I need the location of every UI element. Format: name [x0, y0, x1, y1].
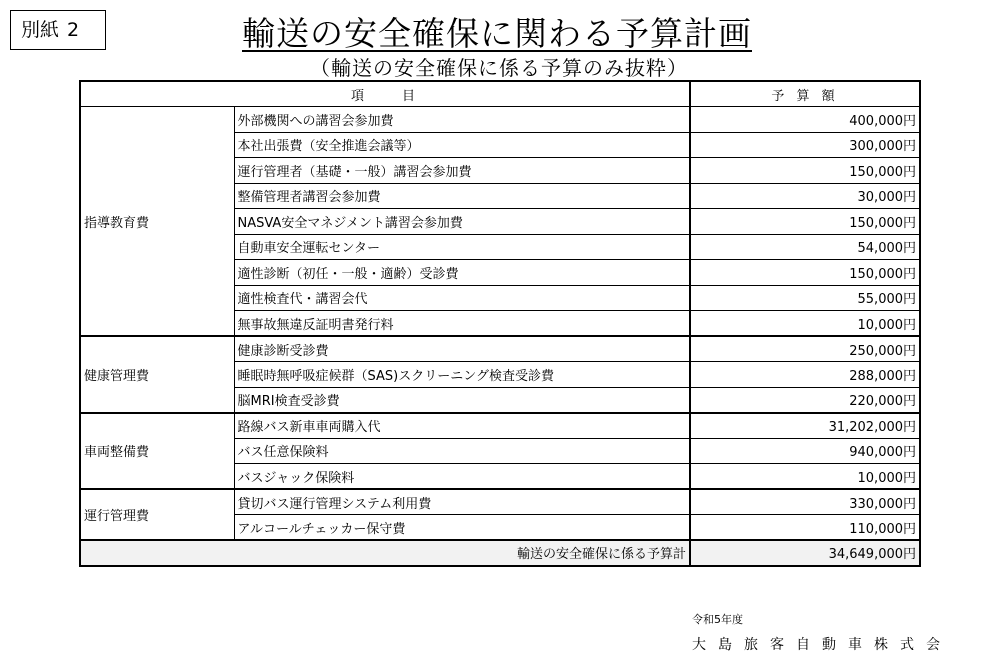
attachment-badge: [10, 10, 106, 50]
table-row: [80, 107, 920, 133]
page-title: 輸送の安全確保に関わる予算計画: [242, 14, 752, 53]
amount-cell: 940,000円: [690, 438, 920, 464]
table-row: [80, 413, 920, 439]
item-cell: 路線バス新車車両購入代: [234, 413, 690, 439]
amount-cell: 31,202,000円: [690, 413, 920, 439]
item-cell: バス任意保険料: [234, 438, 690, 464]
table-row: [80, 489, 920, 515]
item-cell: 運行管理者（基礎・一般）講習会参加費: [234, 158, 690, 184]
attachment-number: 2: [67, 19, 80, 41]
category-cell: 健康管理費: [80, 336, 234, 413]
amount-cell: 30,000円: [690, 183, 920, 209]
attachment-label: 別紙: [21, 19, 60, 41]
item-cell: 睡眠時無呼吸症候群（SAS)スクリーニング検査受診費: [234, 362, 690, 388]
amount-cell: 250,000円: [690, 336, 920, 362]
item-cell: 自動車安全運転センター: [234, 234, 690, 260]
category-cell: 車両整備費: [80, 413, 234, 490]
total-amount: 34,649,000円: [690, 540, 920, 566]
item-cell: 整備管理者講習会参加費: [234, 183, 690, 209]
amount-cell: 55,000円: [690, 285, 920, 311]
item-cell: 適性診断（初任・一般・適齢）受診費: [234, 260, 690, 286]
item-cell: NASVA安全マネジメント講習会参加費: [234, 209, 690, 235]
item-cell: 健康診断受診費: [234, 336, 690, 362]
column-header-amount: 予 算 額: [690, 81, 920, 107]
item-cell: 適性検査代・講習会代: [234, 285, 690, 311]
item-cell: 本社出張費（安全推進会議等）: [234, 132, 690, 158]
company-name: 大島旅客自動車株式会: [692, 637, 952, 653]
amount-cell: 150,000円: [690, 158, 920, 184]
total-row: [80, 540, 920, 566]
budget-table: [79, 80, 921, 567]
amount-cell: 400,000円: [690, 107, 920, 133]
category-cell: 運行管理費: [80, 489, 234, 540]
amount-cell: 220,000円: [690, 387, 920, 413]
amount-cell: 288,000円: [690, 362, 920, 388]
amount-cell: 54,000円: [690, 234, 920, 260]
table-header-row: [80, 81, 920, 107]
column-header-item: 項 目: [80, 81, 690, 107]
amount-cell: 300,000円: [690, 132, 920, 158]
amount-cell: 10,000円: [690, 311, 920, 337]
table-row: [80, 336, 920, 362]
amount-cell: 110,000円: [690, 515, 920, 541]
item-cell: バスジャック保険料: [234, 464, 690, 490]
total-label: 輸送の安全確保に係る予算計: [80, 540, 690, 566]
page-subtitle: （輸送の安全確保に係る予算のみ抜粋）: [310, 56, 688, 80]
amount-cell: 330,000円: [690, 489, 920, 515]
amount-cell: 150,000円: [690, 260, 920, 286]
item-cell: 脳MRI検査受診費: [234, 387, 690, 413]
fiscal-year: 令和5年度: [692, 613, 743, 626]
item-cell: 外部機関への講習会参加費: [234, 107, 690, 133]
budget-table-body: [80, 107, 920, 541]
item-cell: 無事故無違反証明書発行料: [234, 311, 690, 337]
amount-cell: 150,000円: [690, 209, 920, 235]
item-cell: 貸切バス運行管理システム利用費: [234, 489, 690, 515]
item-cell: アルコールチェッカー保守費: [234, 515, 690, 541]
amount-cell: 10,000円: [690, 464, 920, 490]
category-cell: 指導教育費: [80, 107, 234, 337]
